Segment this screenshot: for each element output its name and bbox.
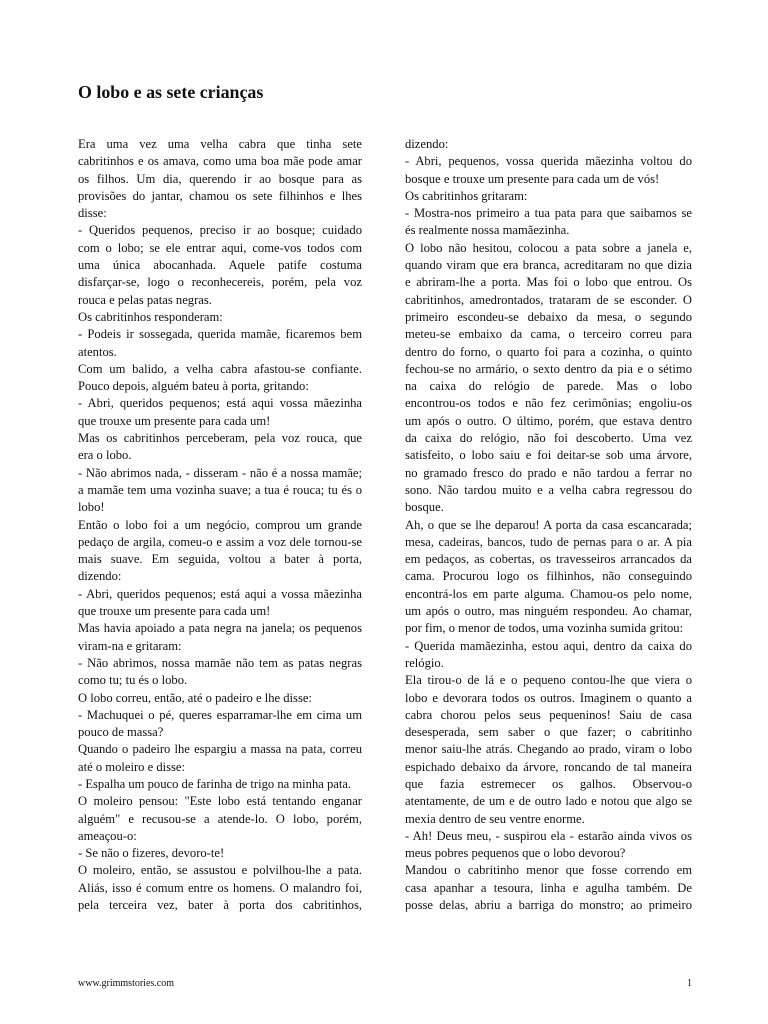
paragraph [405, 517, 692, 638]
paragraph [78, 430, 362, 465]
text-line: lobo! [78, 500, 105, 515]
text-line: - Não abrimos, nossa mamãe não tem as patas negras [78, 655, 362, 670]
text-line: um após o outro, mas ninguém respondeu. Ao chamar, [405, 604, 692, 619]
paragraph [78, 326, 362, 361]
text-line: cabritinhos e os amava, como uma boa mãe pode amar [78, 154, 362, 169]
text-line: um após o outro. O último, porém, que estava dentro [405, 413, 692, 428]
text-line: - Machuquei o pé, queres esparramar-lhe em cima um [78, 707, 362, 722]
text-line: Ela tirou-o de lá e o pequeno contou-lhe que viera o [405, 673, 692, 688]
text-line: atentos. [78, 344, 117, 359]
text-line: rouca e pelas patas negras. [78, 292, 212, 307]
paragraph [405, 240, 692, 517]
text-line: mais suave. Em seguida, voltou a bater à porta, [78, 552, 362, 567]
text-line: os filhos. Um dia, querendo ir ao bosque para as [78, 171, 362, 186]
text-line: encontrá-los em parte alguma. Chamou-os pelo nome, [405, 586, 692, 601]
text-line: és realmente nossa mamãezinha. [405, 223, 570, 238]
paragraph [405, 136, 692, 153]
text-line: - Mostra-nos primeiro a tua pata para que saibamos se [405, 206, 692, 221]
text-line: O moleiro pensou: "Este lobo está tentando enganar [78, 794, 362, 809]
text-line: cama. Procurou logo os filhinhos, não conseguindo [405, 569, 692, 584]
paragraph [78, 136, 362, 222]
text-line: ameaçou-o: [78, 828, 137, 843]
text-line: disse: [78, 206, 107, 221]
paragraph [78, 793, 362, 845]
paragraph [405, 205, 692, 240]
text-line: casa apanhar a tesoura, linha e agulha também. De [405, 880, 692, 895]
text-line: até o moleiro e disse: [78, 759, 186, 774]
text-line: que trouxe um presente para cada um! [78, 413, 271, 428]
text-line: - Queridos pequenos, preciso ir ao bosque; cuidado [78, 223, 362, 238]
story-title: O lobo e as sete crianças [78, 82, 264, 102]
text-line: meteu-se embaixo da cama, o terceiro correu para [405, 327, 692, 342]
text-line: - Se não o fizeres, devoro-te! [78, 846, 225, 861]
paragraph [78, 586, 362, 621]
text-line: mesa, cadeiras, bancos, tudo de pernas para o ar. A pia [405, 534, 692, 549]
text-line: uma única abocanhada. Aquele patife costuma [78, 258, 362, 273]
paragraph [78, 222, 362, 308]
text-line: dizendo: [405, 137, 449, 151]
text-line: sono. Não tardou muito e a velha cabra regressou do [405, 482, 692, 497]
text-line: desesperada, sem saber o que fazer; o cabritinho [405, 725, 692, 740]
text-line: Ah, o que se lhe deparou! A porta da casa escancarada; [405, 517, 692, 532]
text-line: Pouco depois, alguém bateu à porta, gritando: [78, 379, 309, 394]
text-line: cabra chorou pelos seus pequeninos! Saiu de casa [405, 707, 692, 722]
text-line: posse delas, abriu a barriga do monstro; ao primeiro [405, 898, 692, 913]
text-line: - Não abrimos nada, - disseram - não é a nossa mamãe; [78, 465, 362, 480]
page-number: 1 [687, 978, 692, 989]
text-line: era o lobo. [78, 448, 132, 463]
paragraph [78, 707, 362, 742]
text-line: encontrou-os todos e não fez cerimônias; engoliu-os [405, 396, 692, 411]
text-line: O lobo não hesitou, colocou a pata sobre a janela e, [405, 240, 692, 255]
text-line: viram-na e gritaram: [78, 638, 182, 653]
paragraph [78, 845, 362, 862]
text-line: relógio. [405, 655, 444, 670]
paragraph [78, 620, 362, 655]
text-line: Então o lobo foi a um negócio, comprou um grande [78, 517, 362, 532]
text-line: em pedaços, as cobertas, os travesseiros arrancados da [405, 552, 692, 567]
text-line: provisões do jantar, chamou os sete filhinhos e lhes [78, 188, 362, 203]
paragraph [78, 465, 362, 517]
paragraph [405, 188, 692, 205]
text-line: primeiro escondeu-se debaixo da mesa, o segundo [405, 309, 692, 324]
text-line: Quando o padeiro lhe espargiu a massa na pata, correu [78, 742, 362, 757]
paragraph [405, 153, 692, 188]
text-line: Mandou o cabritinho menor que fosse correndo em [405, 863, 692, 878]
text-line: espichado debaixo da árvore, roncando de tal maneira [405, 759, 692, 774]
text-line: O moleiro, então, se assustou e polvilhou-lhe a pata. [78, 863, 362, 878]
text-line: - Abri, queridos pequenos; está aqui a vossa mãezinha [78, 586, 362, 601]
paragraph [405, 828, 692, 863]
paragraph [78, 361, 362, 396]
text-line: Mas os cabritinhos perceberam, pela voz rouca, que [78, 431, 362, 446]
text-column-right [405, 136, 692, 914]
text-line: quando viram que era branca, acreditaram no que dizia [405, 258, 692, 273]
text-line: da caixa do relógio, não foi descoberto. Uma vez [405, 431, 692, 446]
text-line: - Ah! Deus meu, - suspirou ela - estarão ainda vivos os [405, 828, 692, 843]
text-line: atentamente, de um e de outro lado e notou que algo se [405, 794, 692, 809]
text-line: mexia dentro de seu ventre enorme. [405, 811, 585, 826]
text-line: pedaço de argila, comeu-o e assim a voz dele tornou-se [78, 534, 362, 549]
text-line: bosque. [405, 500, 444, 515]
text-line: bosque e trouxe um presente para cada um de vós! [405, 171, 660, 186]
text-line: por fim, o menor de todos, uma vozinha sumida gritou: [405, 621, 684, 636]
text-line: menor saiu-lhe atrás. Chegando ao prado, viram o lobo [405, 742, 692, 757]
text-line: fechou-se no armário, o sexto dentro da pia e o sétimo [405, 361, 692, 376]
text-line: no gramado fresco do prado e não tardou a ferrar no [405, 465, 692, 480]
text-line: - Querida mamãezinha, estou aqui, dentro da caixa do [405, 638, 692, 653]
text-line: - Abri, pequenos, vossa querida mãezinha voltou do [405, 154, 692, 169]
text-line: Os cabritinhos gritaram: [405, 188, 528, 203]
text-line: lobo e devorara todos os outros. Imaginem o quanto a [405, 690, 692, 705]
paragraph [78, 309, 362, 326]
paragraph [78, 517, 362, 586]
text-line: dentro do forno, o quarto foi para a cozinha, o quinto [405, 344, 692, 359]
text-line: que trouxe um presente para cada um! [78, 604, 271, 619]
text-line: e abriram-lhe a porta. Mas foi o lobo que entrou. Os [405, 275, 692, 290]
text-line: na caixa do relógio de parede. Mas o lobo [405, 379, 692, 394]
paragraph [78, 862, 362, 914]
text-line: Mas havia apoiado a pata negra na janela; os pequenos [78, 621, 362, 636]
text-line: cabritinhos, amedrontados, trataram de se esconder. O [405, 292, 692, 307]
paragraph [405, 638, 692, 673]
paragraph [405, 862, 692, 914]
text-line: satisfeito, o lobo saiu e foi deitar-se sob uma árvore, [405, 448, 692, 463]
paragraph [78, 395, 362, 430]
text-line: a mamãe tem uma vozinha suave; a tua é rouca; tu és o [78, 482, 362, 497]
text-line: - Espalha um pouco de farinha de trigo na minha pata. [78, 776, 352, 791]
text-line: O lobo correu, então, até o padeiro e lhe disse: [78, 690, 312, 705]
text-line: - Podeis ir sossegada, querida mamãe, ficaremos bem [78, 327, 362, 342]
footer-website: www.grimmstories.com [78, 978, 175, 989]
paragraph [78, 655, 362, 690]
paragraph [405, 672, 692, 828]
text-line: pela terceira vez, bater à porta dos cabritinhos, [78, 898, 362, 913]
paragraph [78, 741, 362, 776]
text-line: Os cabritinhos responderam: [78, 309, 223, 324]
text-line: disfarçar-se, logo o reconhecereis, porém, pela voz [78, 275, 362, 290]
text-line: alguém" e recusou-se a atende-lo. O lobo, porém, [78, 811, 362, 826]
text-line: Era uma vez uma velha cabra que tinha sete [78, 137, 362, 151]
text-line: - Abri, queridos pequenos; está aqui vossa mãezinha [78, 396, 362, 411]
text-line: meus pobres pequenos que o lobo devorou? [405, 846, 626, 861]
text-line: dizendo: [78, 569, 122, 584]
text-line: pouco de massa? [78, 725, 164, 740]
text-line: como tu; tu és o lobo. [78, 673, 188, 688]
text-line: Com um balido, a velha cabra afastou-se confiante. [78, 361, 362, 376]
paragraph [78, 690, 362, 707]
text-line: Aliás, isso é comum entre os homens. O malandro foi, [78, 880, 362, 895]
paragraph [78, 776, 362, 793]
text-line: que fazia estremecer os galhos. Observou-o [405, 776, 692, 791]
text-line: com o lobo; se ele entrar aqui, come-vos todos com [78, 240, 362, 255]
text-column-left [78, 136, 362, 914]
